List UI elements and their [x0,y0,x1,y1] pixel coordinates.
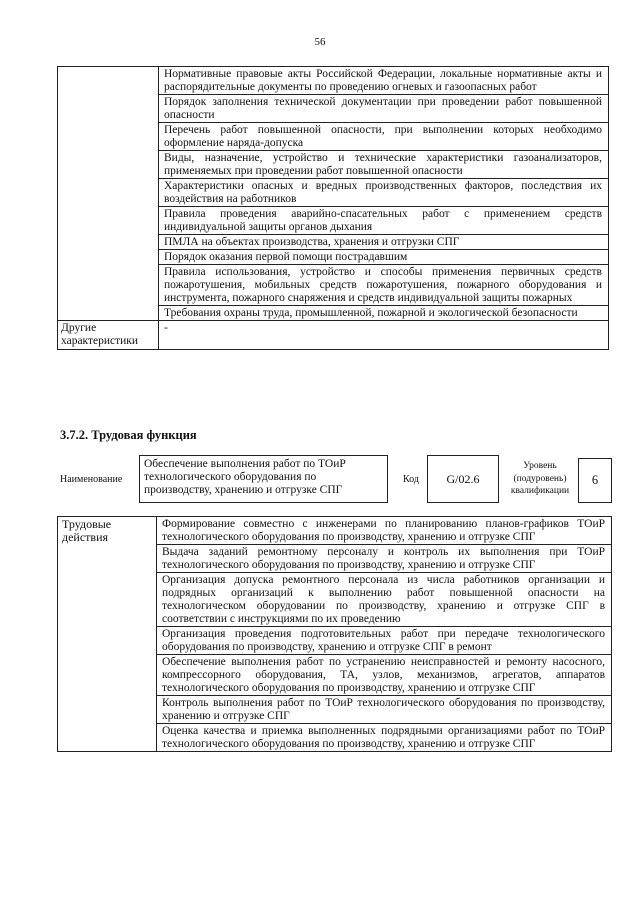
action-row-text: Организация допуска ремонтного персонала из числа работников организации и подрядных организаций к выполнению работ повышенной опасности на технологическом оборудовании по производству, хранению и отгрузке СПГ в соответствии с инструкциями по их проведению [157,573,612,627]
knowledge-row-text: Порядок оказания первой помощи пострадавшим [159,250,609,265]
action-row [58,517,612,545]
other-characteristics-label: Другие характеристики [58,321,159,350]
qualification-level-label: Уровень (подуровень) квалификации [510,461,570,496]
section-heading: 3.7.2. Трудовая функция [60,428,197,442]
knowledge-row-text: Перечень работ повышенной опасности, при выполнении которых необходимо оформление наряда-допуска [159,123,609,151]
knowledge-row-text: Виды, назначение, устройство и технические характеристики газоанализаторов, применяемых при проведении работ повышенной опасности [159,151,609,179]
action-row-text: Оценка качества и приемка выполненных подрядными организациями работ по ТОиР технологического оборудования по производству, хранению и отгрузке СПГ [157,724,612,752]
qualification-level-value: 6 [578,458,612,503]
other-characteristics-value: - [159,321,609,350]
knowledge-row [58,67,609,95]
knowledge-row-text: Характеристики опасных и вредных производственных факторов, последствия их воздействия на работников [159,179,609,207]
action-row-text: Организация проведения подготовительных работ при передаче технологического оборудования по производству, хранению и отгрузке СПГ в ремонт [157,627,612,655]
knowledge-row-text: Правила использования, устройство и способы применения первичных средств пожаротушения, мобильных средств пожаротушения, пожарного оборудования и инструмента, пожарного снаряжения и средств индивидуальной защиты пожарных [159,265,609,306]
knowledge-row-text: ПМЛА на объектах производства, хранения и отгрузки СПГ [159,235,609,250]
knowledge-row-text: Правила проведения аварийно-спасательных работ с применением средств индивидуальной защиты органов дыхания [159,207,609,235]
knowledge-row-text: Нормативные правовые акты Российской Федерации, локальные нормативные акты и распорядительные документы по проведению огневых и газоопасных работ [159,67,609,95]
function-name-label: Наименование [60,474,123,485]
actions-label: Трудовые действия [58,517,157,752]
action-row-text: Выдача заданий ремонтному персоналу и контроль их выполнения при ТОиР технологического оборудования по производству, хранению и отгрузке СПГ [157,545,612,573]
knowledge-label-cell [58,67,159,321]
actions-table-body [58,517,612,752]
knowledge-row-text: Порядок заполнения технической документации при проведении работ повышенной опасности [159,95,609,123]
knowledge-row-text: Требования охраны труда, промышленной, пожарной и экологической безопасности [159,306,609,321]
function-code-value: G/02.6 [427,455,499,503]
function-code-label: Код [403,474,419,485]
page-number: 56 [314,36,326,48]
actions-table [57,516,612,752]
action-row-text: Обеспечение выполнения работ по устранению неисправностей и ремонту насосного, компрессорного оборудования, ТА, узлов, механизмов, агрегатов, аппаратов технологического оборудования по производству, хранению и отгрузке СПГ [157,655,612,696]
function-name-value: Обеспечение выполнения работ по ТОиР технологического оборудования по производству, хранению и отгрузке СПГ [139,455,388,503]
knowledge-table-body [58,67,609,350]
other-characteristics-row [58,321,609,350]
action-row-text: Формирование совместно с инженерами по планированию планов-графиков ТОиР технологического оборудования по производству, хранению и отгрузке СПГ [157,517,612,545]
knowledge-table [57,66,609,350]
action-row-text: Контроль выполнения работ по ТОиР технологического оборудования по производству, хранению и отгрузке СПГ [157,696,612,724]
